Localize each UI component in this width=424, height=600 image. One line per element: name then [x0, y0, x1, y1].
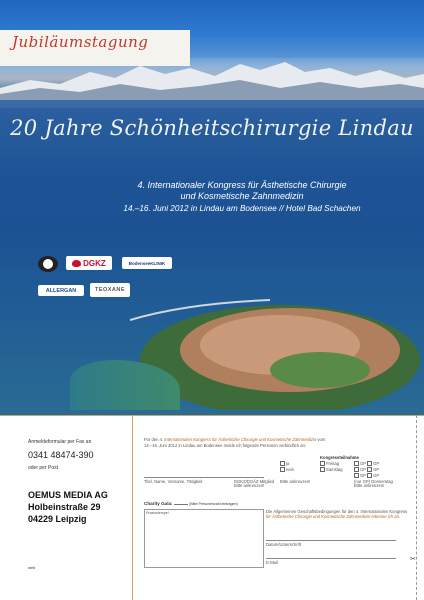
email-line[interactable] [266, 558, 396, 559]
teoxane-logo-text: TEOXANE [94, 287, 126, 293]
col-member-note: Bitte ankreuzen! [234, 483, 265, 488]
teoxane-logo [90, 283, 130, 297]
stamp-box[interactable] [144, 509, 264, 568]
fax-label: Anmeldeformular per Fax an [28, 439, 92, 445]
form-divider [132, 415, 133, 600]
address-line1: OEMUS MEDIA AG [28, 490, 108, 500]
cut-line [416, 415, 417, 600]
opt-nein[interactable]: nein [280, 467, 294, 472]
terms-line2: für Ästhetische Chirurgie und Kosmetische Zahnmedizin erkenne ich an. [266, 514, 401, 519]
gp-options-3[interactable]: GP GP [354, 473, 379, 478]
bodensee-logo-text: BodenseeKLINIK [128, 260, 166, 266]
intro-line1: Für den 4. Internationalen Kongress für Ästhetische Chirurgie und Kosmetische Zahnmedizin vom [144, 437, 326, 442]
name-rule-1[interactable] [144, 477, 264, 478]
email-label: E-Mail [266, 560, 278, 565]
subtitle-line2: und Kosmetische Zahnmedizin [180, 191, 304, 201]
charity-label: Charity Gala: (Bitte Personenzahl eintragen) [144, 501, 238, 506]
subtitle-date: 14.–16. Juni 2012 in Lindau am Bodensee // Hotel Bad Schachen [123, 204, 361, 213]
col-gp-note2: Bitte ankreuzen! [354, 483, 385, 488]
intro-line2: 14.–16. Juni 2012 in Lindau am Bodensee melde ich folgende Personen verbindlich an: [144, 443, 307, 448]
signature-label: Datum/Unterschrift [266, 542, 301, 547]
scissors-icon: ✂ [410, 556, 416, 563]
main-title: 20 Jahre Schönheitschirurgie Lindau [10, 116, 414, 140]
gp-options-2[interactable]: GP GP [354, 467, 379, 472]
dgkz-logo-text: DGKZ [83, 258, 106, 268]
address-line2: Holbeinstraße 29 [28, 502, 101, 512]
allergan-logo-text: ALLERGAN [45, 287, 77, 294]
bodensee-klinik-logo [122, 257, 172, 269]
col-gp-note: (nur GP) Donnerstag [354, 479, 393, 484]
opt-freitag[interactable]: Freitag [320, 461, 339, 466]
post-label: oder per Post [28, 465, 59, 471]
allergan-logo [38, 285, 84, 296]
dgkz-logo [66, 256, 112, 270]
dgaez-logo [38, 256, 58, 272]
col-member-label: DGKZ/DGÄZ-Mitglied [234, 479, 275, 484]
registration-form [0, 415, 424, 600]
col-congress-note: Bitte ankreuzen! [280, 479, 311, 484]
form-top-border [0, 415, 424, 416]
subtitle-line1: 4. Internationaler Kongress für Ästhetische Chirurgie [137, 180, 347, 190]
congress-name: Internationalen Kongress für Ästhetische Chirurgie und Kosmetische Zahnmedizin [164, 437, 317, 442]
jubilee-title: Jubiläumstagung [12, 33, 149, 51]
address-line3: 04229 Leipzig [28, 514, 87, 524]
col-congress-label: Kongressteilnahme [320, 455, 359, 460]
opt-ja[interactable]: ja [280, 461, 289, 466]
signature-line[interactable] [266, 540, 396, 541]
gp-options-1[interactable]: GP GP [354, 461, 379, 466]
terms-line1: Die Allgemeinen Geschäftsbedingungen für den 4. Internationalen Kongress [266, 509, 408, 514]
fax-number: 0341 48474-390 [28, 450, 94, 460]
stamp-label: Praxisstempel [146, 511, 169, 515]
opt-samstag[interactable]: Samstag [320, 467, 343, 472]
col-name-label: Titel, Name, Vorname, Tätigkeit [144, 479, 203, 484]
footer-code: web [28, 565, 36, 570]
